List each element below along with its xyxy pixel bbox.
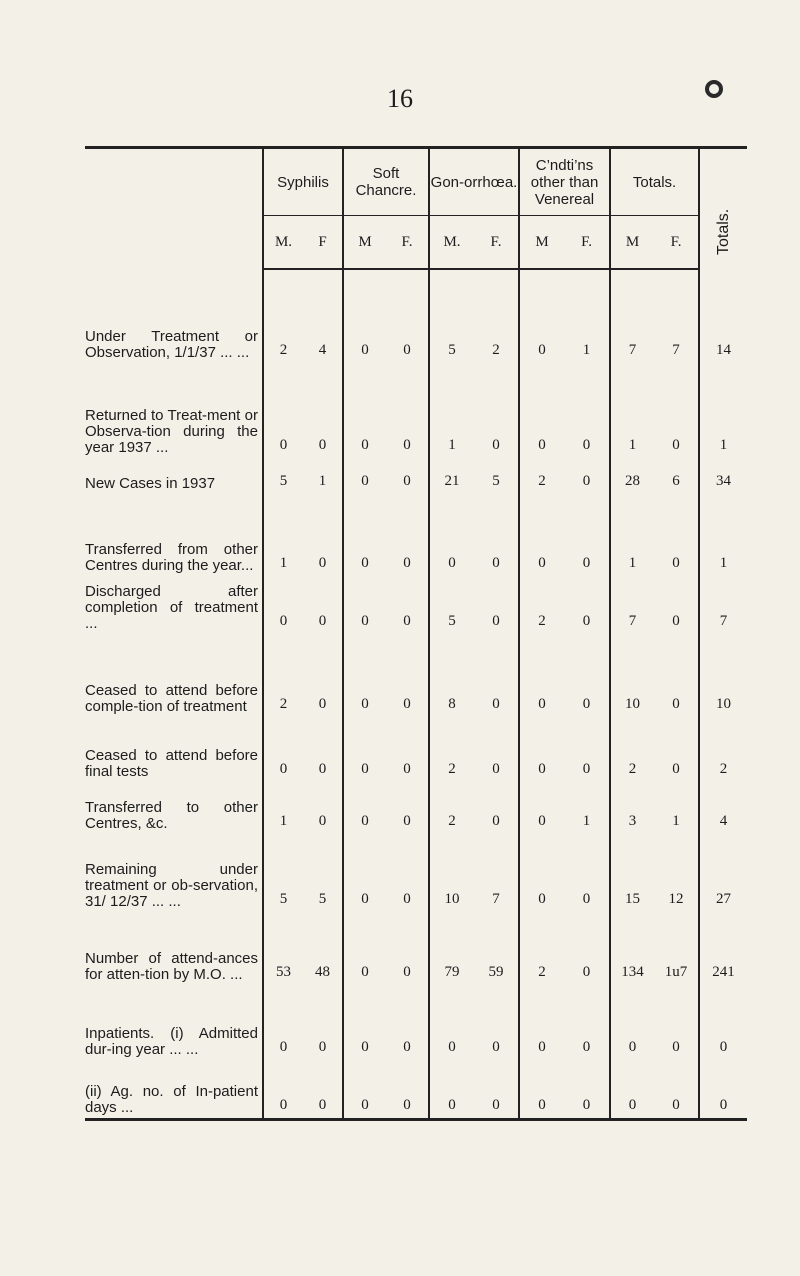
table-cell: 3	[610, 782, 654, 834]
row-label: Ceased to attend before final tests	[85, 747, 258, 780]
row-label: Inpatients. (i) Admitted dur-ing year ... ...	[85, 1025, 258, 1058]
table-cell: 2	[492, 342, 500, 358]
table-cell: 0	[582, 437, 591, 453]
table-cell: 0	[492, 613, 500, 629]
table-cell: 0	[343, 985, 386, 1060]
table-cell: 0	[582, 891, 591, 907]
table-cell: 0	[403, 437, 411, 453]
row-label: New Cases in 1937	[85, 475, 216, 492]
table-cell: 7	[492, 891, 500, 907]
table-cell: 0	[343, 717, 386, 782]
table-cell: 0	[519, 782, 564, 834]
row-grand-total: 4	[699, 782, 747, 834]
table-cell: 7	[672, 342, 680, 358]
table-cell: 0	[263, 985, 303, 1060]
table-cell: 1	[582, 342, 591, 358]
table-cell: 0	[403, 813, 411, 829]
grand-total-header	[699, 148, 747, 270]
table-cell: 0	[582, 473, 591, 489]
table-cell: 4	[318, 342, 327, 358]
table-cell: 0	[492, 1096, 500, 1113]
sex-header: M	[610, 216, 654, 270]
table-cell: 2	[263, 269, 303, 363]
table-cell: 0	[403, 1096, 411, 1113]
row-grand-total: 7	[699, 576, 747, 634]
table-cell: 1	[582, 813, 591, 829]
row-label: Transferred to other Centres, &c.	[85, 799, 258, 832]
row-label: (ii) Ag. no. of In-patient days ...	[85, 1082, 258, 1116]
table-cell: 0	[492, 761, 500, 777]
table-cell: 53	[263, 912, 303, 985]
table-cell: 0	[519, 1060, 564, 1119]
sex-header: M.	[263, 216, 303, 270]
table-cell: 2	[429, 782, 474, 834]
table-cell: 15	[610, 834, 654, 912]
table-cell: 10	[610, 634, 654, 717]
table-cell: 0	[343, 912, 386, 985]
table-cell: 2	[263, 634, 303, 717]
table-row	[85, 1060, 747, 1119]
table-cell: 0	[672, 696, 680, 712]
table-cell: 0	[672, 613, 680, 629]
group-header-non-venereal: C’ndti’ns other than Venereal	[519, 148, 610, 216]
table-cell: 0	[492, 813, 500, 829]
row-grand-total: 2	[699, 717, 747, 782]
table-cell: 0	[492, 1039, 500, 1055]
table-cell: 0	[582, 613, 591, 629]
table-cell: 1	[429, 363, 474, 458]
sex-header: F.	[564, 216, 610, 270]
table-row	[85, 782, 747, 834]
table-cell: 0	[582, 1039, 591, 1055]
table-cell: 7	[610, 576, 654, 634]
table-cell: 0	[318, 813, 327, 829]
table-row	[85, 576, 747, 634]
table-cell: 0	[519, 363, 564, 458]
table-row	[85, 494, 747, 576]
grand-total-label: Totals.	[714, 208, 732, 255]
sex-header: M.	[429, 216, 474, 270]
group-header-syphilis: Syphilis	[263, 148, 343, 216]
table-cell: 0	[343, 834, 386, 912]
table-cell: 2	[610, 717, 654, 782]
table-cell: 0	[519, 269, 564, 363]
table-cell: 0	[519, 985, 564, 1060]
row-label: Remaining under treatment or ob-servation, 31/ 12/37 ... ...	[85, 861, 258, 910]
table-cell: 0	[492, 696, 500, 712]
table-cell: 0	[492, 437, 500, 453]
table-row	[85, 634, 747, 717]
table-cell: 1	[672, 813, 680, 829]
row-grand-total: 34	[699, 458, 747, 494]
table-cell: 1	[610, 363, 654, 458]
row-label: Transferred from other Centres during the year...	[85, 541, 258, 574]
table-cell: 0	[263, 576, 303, 634]
table-cell: 1	[263, 782, 303, 834]
table-cell: 0	[403, 1039, 411, 1055]
table-cell: 5	[429, 269, 474, 363]
table-row	[85, 985, 747, 1060]
row-grand-total: 1	[699, 363, 747, 458]
sex-header: M	[343, 216, 386, 270]
table-cell: 0	[263, 363, 303, 458]
table-cell: 0	[318, 555, 327, 571]
table-cell: 5	[318, 891, 327, 907]
table-cell: 0	[582, 964, 591, 980]
table-cell: 0	[318, 1039, 327, 1055]
row-grand-total: 0	[699, 1060, 747, 1119]
table-cell: 21	[429, 458, 474, 494]
table-cell: 79	[429, 912, 474, 985]
table-cell: 0	[610, 985, 654, 1060]
table-cell: 0	[343, 576, 386, 634]
table-cell: 0	[429, 985, 474, 1060]
table-cell: 2	[429, 717, 474, 782]
table-cell: 0	[582, 696, 591, 712]
table-cell: 7	[610, 269, 654, 363]
table-cell: 1u7	[664, 964, 688, 980]
table-cell: 0	[582, 1096, 591, 1113]
table-row	[85, 717, 747, 782]
table-cell: 0	[519, 494, 564, 576]
group-header-gonorrhoea: Gon-orrhœa.	[429, 148, 519, 216]
table-cell: 5	[263, 834, 303, 912]
table-cell: 5	[429, 576, 474, 634]
table-cell: 2	[519, 576, 564, 634]
table-row	[85, 834, 747, 912]
table-cell: 0	[429, 1060, 474, 1119]
table-cell: 59	[488, 964, 504, 980]
sex-header: F	[303, 216, 343, 270]
table-cell: 1	[263, 494, 303, 576]
table-cell: 0	[610, 1060, 654, 1119]
table-cell: 2	[519, 458, 564, 494]
table-cell: 5	[263, 458, 303, 494]
table-cell: 0	[403, 473, 411, 489]
row-label: Number of attend-ances for atten-tion by M.O. ...	[85, 950, 258, 983]
table-row	[85, 363, 747, 458]
table-cell: 0	[263, 717, 303, 782]
row-grand-total: 27	[699, 834, 747, 912]
table-cell: 0	[318, 761, 327, 777]
table-cell: 12	[668, 891, 684, 907]
table-cell: 8	[429, 634, 474, 717]
table-cell: 0	[318, 1096, 327, 1113]
table-cell: 0	[343, 363, 386, 458]
group-header-totals: Totals.	[610, 148, 699, 216]
row-grand-total: 14	[699, 269, 747, 363]
sex-header: M	[519, 216, 564, 270]
table-row	[85, 458, 747, 494]
table-cell: 0	[343, 458, 386, 494]
table-cell: 0	[343, 269, 386, 363]
stub-header	[85, 148, 263, 270]
table-cell: 0	[318, 613, 327, 629]
table-cell: 0	[672, 1039, 680, 1055]
table-cell: 0	[519, 634, 564, 717]
table-row	[85, 912, 747, 985]
table-cell: 0	[429, 494, 474, 576]
table-cell: 6	[672, 473, 680, 489]
table-cell: 0	[263, 1060, 303, 1119]
table-cell: 0	[519, 834, 564, 912]
table-cell: 28	[610, 458, 654, 494]
table-cell: 0	[343, 634, 386, 717]
sex-header: F.	[474, 216, 519, 270]
table-cell: 0	[318, 696, 327, 712]
table-cell: 0	[672, 437, 680, 453]
table-cell: 0	[403, 613, 411, 629]
table-cell: 0	[492, 555, 500, 571]
table-body	[85, 269, 747, 1119]
table-cell: 0	[672, 761, 680, 777]
table-cell: 48	[315, 964, 330, 980]
table-cell: 0	[672, 1096, 680, 1113]
table-cell: 0	[343, 1060, 386, 1119]
table-cell: 0	[403, 342, 411, 358]
row-label: Returned to Treat-ment or Observa-tion during the year 1937 ...	[85, 407, 258, 456]
table-cell: 0	[403, 964, 411, 980]
table-cell: 0	[403, 696, 411, 712]
venereal-statistics-table	[85, 146, 747, 1121]
row-label: Ceased to attend before comple-tion of treatment	[85, 682, 258, 715]
row-grand-total: 241	[699, 912, 747, 985]
row-label: Discharged after completion of treatment ...	[85, 583, 258, 632]
table-cell: 10	[429, 834, 474, 912]
table-cell: 0	[519, 717, 564, 782]
row-grand-total: 1	[699, 494, 747, 576]
table-cell: 0	[672, 555, 680, 571]
table-cell: 0	[403, 555, 411, 571]
table-cell: 0	[582, 761, 591, 777]
page-corner-mark	[705, 80, 723, 98]
table-cell: 0	[318, 437, 327, 453]
page-number: 16	[387, 84, 413, 113]
table-cell: 2	[519, 912, 564, 985]
table-row	[85, 269, 747, 363]
table-cell: 1	[610, 494, 654, 576]
table-cell: 1	[318, 473, 327, 489]
row-label: Under Treatment or Observation, 1/1/37 ... ...	[85, 328, 258, 361]
table-cell: 0	[403, 761, 411, 777]
row-grand-total: 0	[699, 985, 747, 1060]
table-cell: 5	[492, 473, 500, 489]
table-cell: 0	[403, 891, 411, 907]
table-cell: 0	[343, 782, 386, 834]
sex-header: F.	[654, 216, 699, 270]
group-header-soft-chancre: Soft Chancre.	[343, 148, 429, 216]
table-cell: 134	[610, 912, 654, 985]
table-cell: 0	[343, 494, 386, 576]
row-grand-total: 10	[699, 634, 747, 717]
sex-header: F.	[386, 216, 429, 270]
table-cell: 0	[582, 555, 591, 571]
